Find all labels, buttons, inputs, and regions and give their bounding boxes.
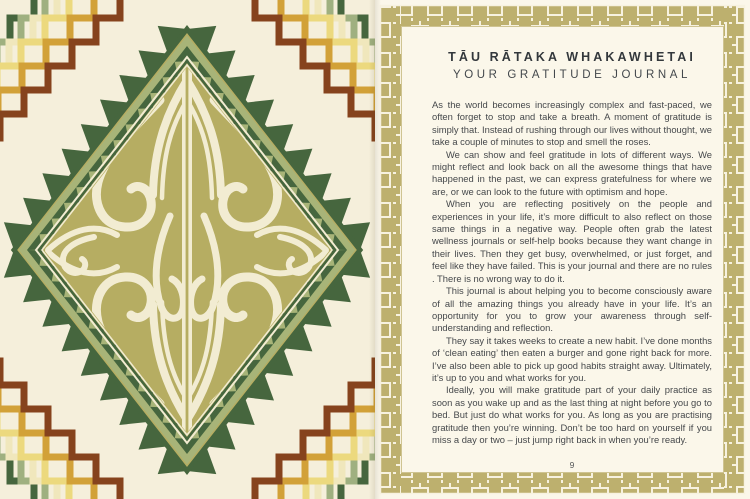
body-text	[432, 99, 712, 446]
page-title-maori: TĀU RĀTAKA WHAKAWHETAI	[448, 50, 696, 64]
right-page-content	[432, 0, 712, 499]
body-paragraph: This journal is about helping you to become consciously aware of all the amazing things you already have in your life. It’s an opportunity for you to grow your awareness through self-understanding and reflection.	[432, 285, 712, 334]
body-paragraph: They say it takes weeks to create a new habit. I’ve done months of ‘clean eating’ then eaten a burger and gone right back for more. I’ve also been able to pick up good habits straight away. Ultimately, it’s up to you and what works for you.	[432, 334, 712, 383]
body-paragraph: When you are reflecting positively on the people and experiences in your life, it’s more difficult to also reflect on those same things in a negative way. People often grab the latest wellness journals or self-help books because they want change in their lives. Then they get busy, overwhelmed, or just forget, and feel like they have failed. This is your journal and there are no rules . There is no wrong way to do it.	[432, 198, 712, 284]
body-paragraph: As the world becomes increasingly complex and fast-paced, we often forget to stop and take a breath. A moment of gratitude is simply that. Instead of rushing through our lives without thought, we take a couple of minutes to stop and smell the roses.	[432, 99, 712, 148]
page-number: 9	[569, 460, 575, 470]
body-paragraph: We can show and feel gratitude in lots of different ways. We might reflect and look back on all the awesome things that have happened in the past, we can express gratefulness for where we are, or we can look to the future with optimism and hope.	[432, 148, 712, 197]
right-page	[375, 0, 750, 499]
page-title-english: YOUR GRATITUDE JOURNAL	[452, 69, 692, 81]
body-paragraph: Ideally, you will make gratitude part of your daily practice as soon as you wake up and as the last thing at night before you go to bed. But just do what works for you. As long as you are practising gratitude then you’re winning. Don’t be too hard on yourself if you miss a day or two – just jump right back in when you’re ready.	[432, 384, 712, 445]
